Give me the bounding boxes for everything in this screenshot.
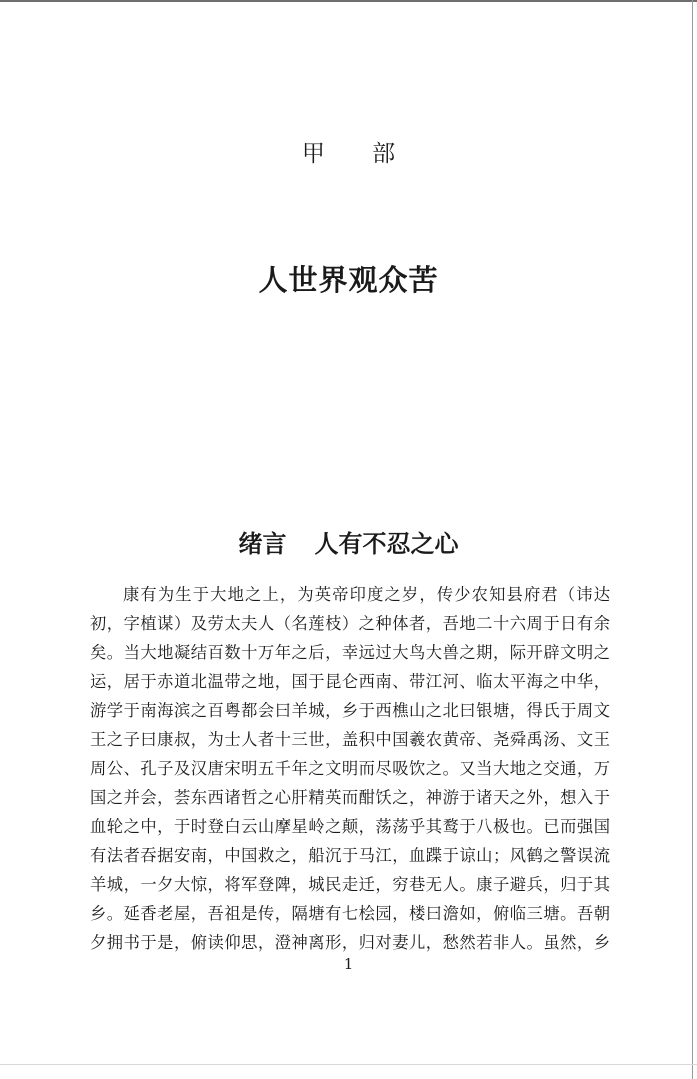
text-line: 初，字植谋）及劳太夫人（名莲枝）之种体者，吾地二十六周于日有余 — [90, 614, 610, 633]
text-line: 夕拥书于是，俯读仰思，澄神离形，归对妻儿，愁然若非人。虽然，乡 — [90, 933, 610, 952]
chapter-title: 人有不忍之心 — [314, 529, 459, 558]
text-line: 康有为生于大地之上，为英帝印度之岁，传少农知县府君（讳达 — [123, 585, 610, 604]
text-line: 矣。当大地凝结百数十万年之后，幸远过大鸟大兽之期，际开辟文明之 — [90, 643, 610, 662]
chapter-number: 绪言 — [238, 529, 287, 558]
text-line: 国之并会，荟东西诸哲之心肝精英而酣饫之，神游于诸天之外，想入于 — [90, 788, 610, 807]
text-line: 周公、孔子及汉唐宋明五千年之文明而尽吸饮之。又当大地之交通，万 — [90, 759, 610, 778]
text-line: 有法者吞据安南，中国救之，船沉于马江，血蹀于谅山；风鹤之警误流 — [90, 846, 610, 865]
text-line: 乡。延香老屋，吾祖是传，隔塘有七桧园，楼曰澹如，俯临三塘。吾朝 — [90, 904, 610, 923]
text-line: 王之子曰康叔，为士人者十三世，盖积中国羲农黄帝、尧舜禹汤、文王 — [90, 730, 610, 749]
scan-edge-bottom — [0, 1064, 697, 1065]
page-number: 1 — [343, 955, 354, 973]
section-title: 人世界观众苦 — [258, 263, 439, 297]
scan-edge-top — [0, 0, 697, 2]
body-paragraph — [90, 580, 610, 957]
part-label: 甲 部 — [301, 141, 416, 167]
chapter-heading — [0, 524, 697, 559]
text-line: 游学于南海滨之百粤都会曰羊城，乡于西樵山之北曰银塘，得氏于周文 — [90, 701, 610, 720]
text-line: 运，居于赤道北温带之地，国于昆仑西南、带江河、临太平海之中华， — [90, 672, 610, 691]
text-line: 血轮之中，于时登白云山摩星岭之颠，荡荡乎其鹜于八极也。已而强国 — [90, 817, 610, 836]
text-line: 羊城，一夕大惊，将军登陴，城民走迁，穷巷无人。康子避兵，归于其 — [90, 875, 610, 894]
